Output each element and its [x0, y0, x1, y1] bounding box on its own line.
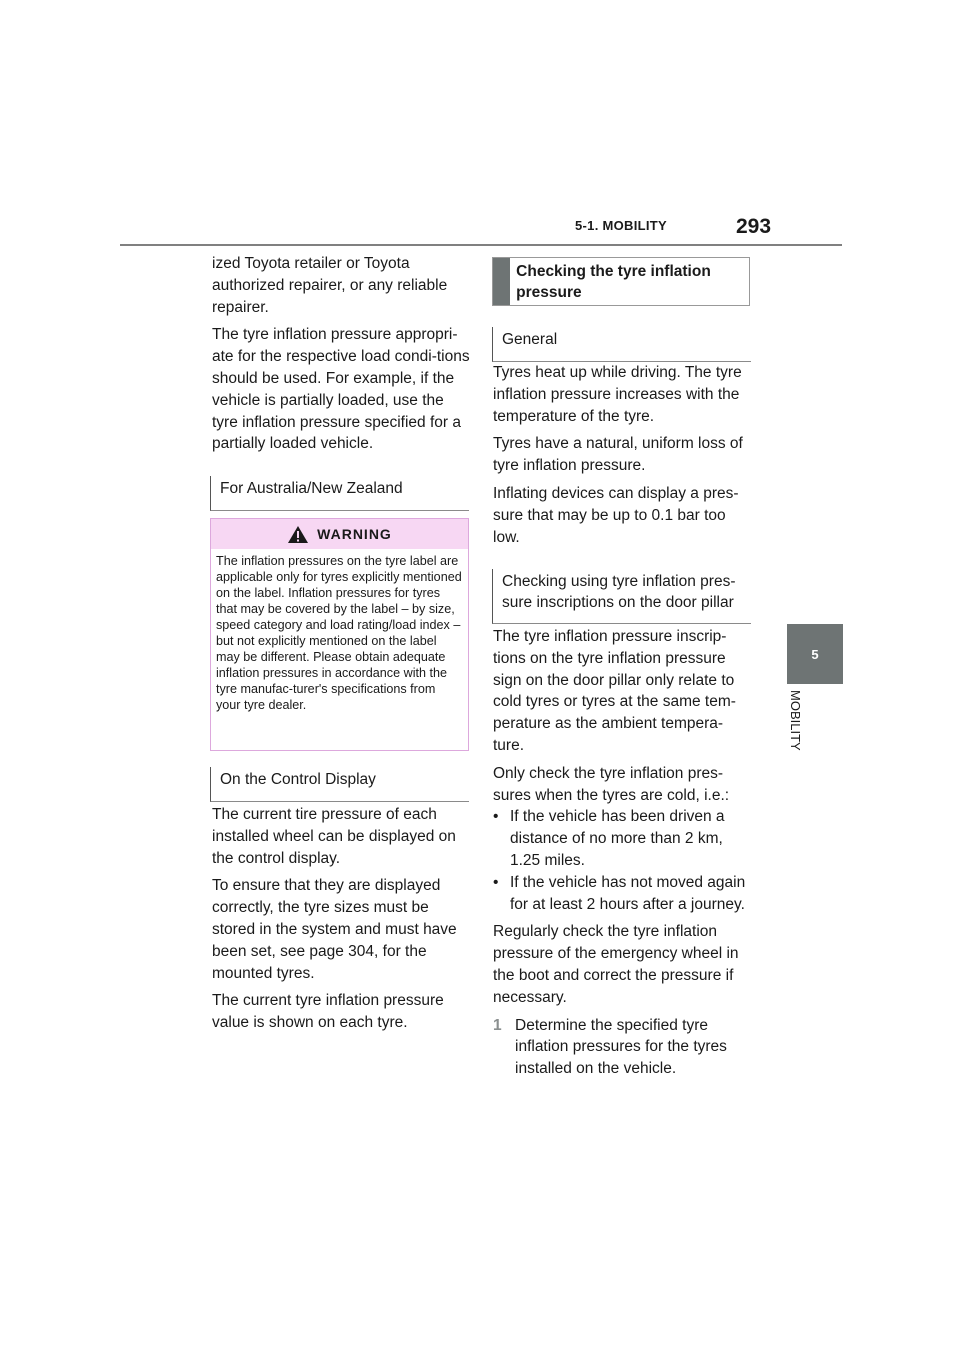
- warning-box: [210, 518, 469, 751]
- chapter-number: 5: [811, 646, 819, 662]
- list-item: • If the vehicle has been driven a distance of no more than 2 km, 1.25 miles.: [493, 806, 753, 871]
- paragraph: Regularly check the tyre inflation pressure of the emergency wheel in the boot and correct the pressure if necessary.: [493, 923, 739, 1006]
- paragraph: ized Toyota retailer or Toyota authorized repairer, or any reliable repairer.: [212, 255, 448, 316]
- warning-text: The inflation pressures on the tyre label are applicable only for tyres explicitly mentioned on the label. Inflation pressures for tyres that may be covered by the label – by size, speed category and load rating/load index – but not explicitly mentioned on the label may be different. Please obtain adequate inflation pressures in accordance with the tyre manufac-turer's specifications from your tyre dealer.: [216, 554, 462, 712]
- paragraph: The tyre inflation pressure inscrip-tions on the tyre inflation pressure sign on the door pillar only relate to cold tyres or tyres at the same tem-perature as the ambient tempera-ture.: [493, 628, 736, 754]
- subheading-text: General: [502, 331, 558, 348]
- paragraph: The current tire pressure of each installed wheel can be displayed on the control display.: [212, 806, 456, 867]
- right-column-general: [493, 362, 753, 554]
- paragraph: Tyres heat up while driving. The tyre inflation pressure increases with the temperature of the tyre.: [493, 364, 742, 425]
- paragraph: The tyre inflation pressure appropri-ate for the respective load condi-tions should be used. For example, if the vehicle is partially loaded, use the tyre inflation pressure specified for a partially loaded vehicle.: [212, 326, 470, 453]
- left-column-bottom: [212, 804, 472, 1040]
- chapter-label: [787, 690, 807, 770]
- step-number: 1: [493, 1016, 502, 1034]
- subheading-general: [492, 327, 751, 362]
- subheading-text: For Australia/New Zealand: [220, 480, 403, 497]
- paragraph: To ensure that they are displayed correctly, the tyre sizes must be stored in the system and must have been set, see page 304, for the mounted tyres.: [212, 877, 457, 982]
- paragraph: Inflating devices can display a pres-sure that may be up to 0.1 bar too low.: [493, 484, 739, 546]
- paragraph: Tyres have a natural, uniform loss of tyre inflation pressure.: [493, 435, 743, 475]
- chapter-label-text: MOBILITY: [788, 690, 803, 751]
- subheading-text: Checking using tyre inflation pres-sure inscriptions on the door pillar: [502, 573, 736, 611]
- subheading-control-display: [210, 767, 469, 802]
- subheading-text: On the Control Display: [220, 771, 376, 788]
- section-heading-bar: [493, 258, 510, 305]
- page-number: 293: [736, 215, 772, 238]
- running-header-section: 5-1. MOBILITY: [575, 218, 668, 233]
- step-text: Determine the specified tyre inflation pressures for the tyres installed on the vehicle.: [515, 1016, 727, 1078]
- header-divider: [120, 244, 842, 246]
- paragraph: Only check the tyre inflation pres-sures when the tyres are cold, i.e.:: [493, 764, 730, 804]
- section-heading-box: [492, 257, 750, 306]
- list-item: • If the vehicle has not moved again for at least 2 hours after a journey.: [493, 872, 753, 916]
- warning-triangle-icon: [287, 525, 309, 544]
- chapter-tab: [787, 624, 843, 684]
- subheading-door-pillar: [492, 569, 751, 624]
- subheading-australia: [210, 476, 469, 511]
- warning-title: WARNING: [317, 526, 392, 542]
- left-column-top: [212, 253, 472, 461]
- step-item: [493, 1015, 753, 1080]
- right-column-checking: [493, 626, 753, 1080]
- section-heading: Checking the tyre inflation pressure: [516, 263, 711, 301]
- paragraph: The current tyre inflation pressure value is shown on each tyre.: [212, 992, 444, 1032]
- warning-header: [211, 519, 468, 549]
